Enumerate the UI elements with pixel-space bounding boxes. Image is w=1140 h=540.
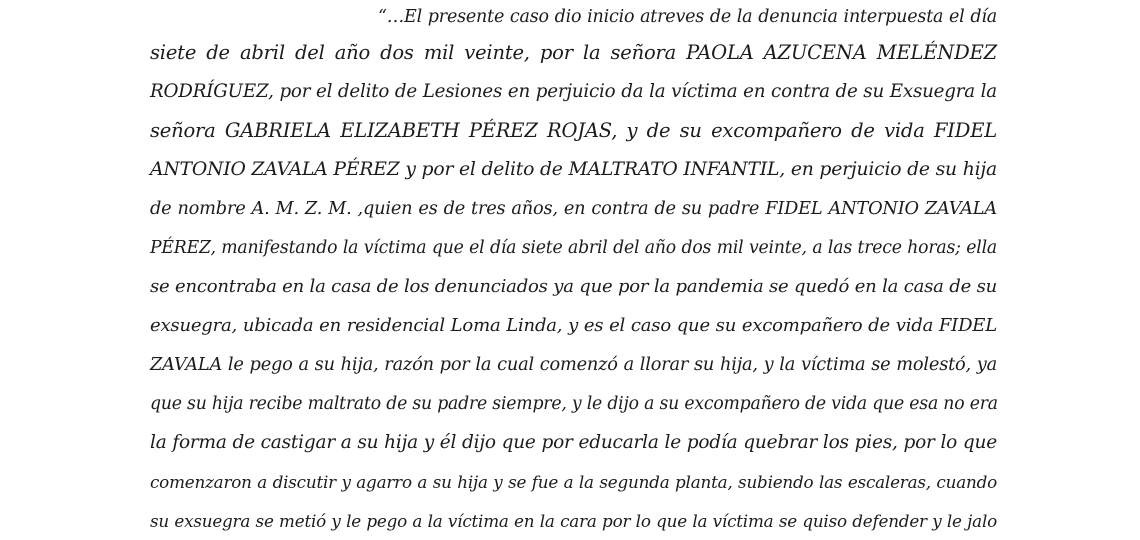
text-line-13: comenzaron a discutir y agarro a su hija y se fue a la segunda planta, subiendo las escaleras, cuando bbox=[150, 472, 997, 492]
text-line-10: ZAVALA le pego a su hija, razón por la cual comenzó a llorar su hija, y la víctima se molestó, ya bbox=[150, 355, 997, 375]
text-line-5: ANTONIO ZAVALA PÉREZ y por el delito de MALTRATO INFANTIL, en perjuicio de su hija bbox=[150, 159, 997, 180]
text-line-1: “…El presente caso dio inicio atreves de la denuncia interpuesta el día bbox=[378, 7, 997, 27]
text-line-8: se encontraba en la casa de los denunciados ya que por la pandemia se quedó en la casa de su bbox=[150, 276, 997, 297]
text-line-6: de nombre A. M. Z. M. ,quien es de tres años, en contra de su padre FIDEL ANTONIO ZAVALA bbox=[150, 199, 997, 219]
text-line-3: RODRÍGUEZ, por el delito de Lesiones en perjuicio da la víctima en contra de su Exsuegra la bbox=[150, 81, 997, 102]
text-line-2: siete de abril del año dos mil veinte, por la señora PAOLA AZUCENA MELÉNDEZ bbox=[150, 41, 997, 64]
text-line-12: la forma de castigar a su hija y él dijo que por educarla le podía quebrar los pies, por lo que bbox=[150, 432, 997, 453]
text-line-9: exsuegra, ubicada en residencial Loma Linda, y es el caso que su excompañero de vida FIDEL bbox=[150, 315, 997, 336]
text-line-11: que su hija recibe maltrato de su padre siempre, y le dijo a su excompañero de vida que esa no era bbox=[150, 394, 998, 414]
text-line-4: señora GABRIELA ELIZABETH PÉREZ ROJAS, y de su excompañero de vida FIDEL bbox=[150, 119, 997, 142]
text-line-14: su exsuegra se metió y le pego a la víctima en la cara por lo que la víctima se quiso defender y le jalo bbox=[150, 511, 997, 531]
text-line-7: PÉREZ, manifestando la víctima que el día siete abril del año dos mil veinte, a las trece horas; ella bbox=[150, 238, 997, 258]
